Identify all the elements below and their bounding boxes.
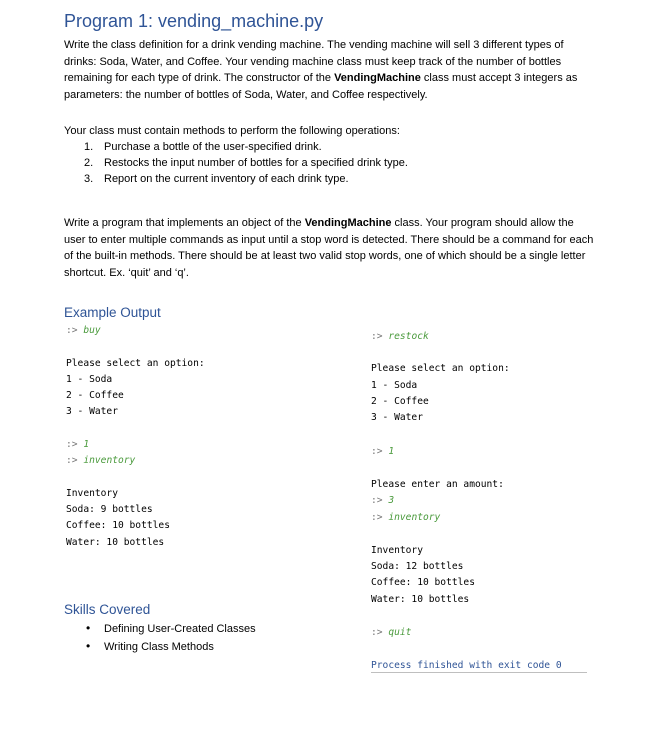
console-output: Please select an option: bbox=[371, 363, 510, 374]
intro-text-cont: class must accept 3 integers as parameters: the number of bottles of Soda, Water, and Coffee respectively. bbox=[64, 72, 578, 101]
user-choice: 1 bbox=[83, 439, 90, 450]
prompt-symbol: :> bbox=[66, 325, 78, 336]
user-command: restock bbox=[388, 331, 429, 342]
list-text: Restocks the input number of bottles for a specified drink type. bbox=[104, 157, 408, 170]
user-command: buy bbox=[83, 325, 101, 336]
example-output-heading: Example Output bbox=[64, 305, 161, 320]
bullet-icon: • bbox=[86, 638, 91, 653]
list-number: 1. bbox=[84, 141, 94, 153]
console-input-line bbox=[66, 455, 135, 466]
console-input-line bbox=[371, 512, 440, 523]
option-line: 2 - Coffee bbox=[371, 396, 429, 407]
skills-list bbox=[86, 620, 256, 655]
list-item bbox=[86, 638, 256, 656]
page-title: Program 1: vending_machine.py bbox=[64, 11, 324, 31]
prompt-symbol: :> bbox=[371, 627, 383, 638]
inventory-line: Coffee: 10 bottles bbox=[371, 577, 475, 588]
list-number: 2. bbox=[84, 157, 94, 170]
list-item bbox=[84, 139, 408, 155]
option-line: 3 - Water bbox=[371, 412, 423, 423]
divider bbox=[371, 672, 587, 673]
console-input-line bbox=[371, 627, 411, 638]
user-amount: 3 bbox=[388, 495, 395, 506]
console-input-line bbox=[371, 331, 429, 342]
user-command: quit bbox=[388, 627, 412, 638]
inventory-line: Water: 10 bottles bbox=[371, 594, 470, 605]
prompt-symbol: :> bbox=[371, 446, 383, 457]
list-item bbox=[86, 620, 256, 638]
prompt-symbol: :> bbox=[371, 512, 383, 523]
program-text: Write a program that implements an object of the bbox=[64, 217, 305, 229]
program-paragraph bbox=[64, 215, 594, 281]
bullet-icon: • bbox=[86, 621, 91, 635]
prompt-symbol: :> bbox=[371, 495, 383, 506]
prompt-symbol: :> bbox=[66, 455, 78, 466]
class-name-bold: VendingMachine bbox=[334, 72, 421, 85]
prompt-symbol: :> bbox=[66, 439, 78, 450]
exit-message: Process finished with exit code 0 bbox=[371, 660, 562, 671]
methods-intro: Your class must contain methods to perform the following operations: bbox=[64, 125, 400, 137]
prompt-symbol: :> bbox=[371, 331, 383, 342]
console-input-line bbox=[371, 446, 394, 457]
inventory-line: Inventory bbox=[371, 545, 423, 556]
program-text-cont: class. Your program should allow the user to enter multiple commands as input until a stop word is detected. There should be a command for each of the built-in methods. There should be at least two valid stop words, one of which should be a single letter shortcut. Ex. ‘quit’ and ‘q’. bbox=[64, 217, 594, 279]
console-output: Please select an option: bbox=[66, 358, 205, 369]
intro-paragraph-1 bbox=[64, 37, 594, 103]
inventory-line: Soda: 9 bottles bbox=[66, 504, 153, 515]
inventory-line: Inventory bbox=[66, 488, 118, 499]
console-input-line bbox=[371, 495, 394, 506]
option-line: 2 - Coffee bbox=[66, 390, 124, 401]
option-line: 1 - Soda bbox=[66, 374, 113, 385]
user-command: inventory bbox=[83, 455, 136, 466]
user-command: inventory bbox=[388, 512, 441, 523]
intro-text: Write the class definition for a drink vending machine. The vending machine will sell 3 different types of drinks: Soda, Water, and Coffee. Your vending machine class must keep track of the number of bottles remaining for each type of drink. The constructor of the bbox=[64, 39, 564, 85]
inventory-line: Soda: 12 bottles bbox=[371, 561, 464, 572]
class-name-bold: VendingMachine bbox=[304, 217, 392, 229]
list-number: 3. bbox=[84, 173, 94, 186]
option-line: 1 - Soda bbox=[371, 380, 418, 391]
list-item bbox=[84, 155, 408, 171]
skills-heading: Skills Covered bbox=[64, 602, 151, 617]
console-input-line bbox=[66, 439, 89, 450]
operations-list bbox=[84, 139, 408, 188]
list-text: Purchase a bottle of the user-specified drink. bbox=[104, 141, 322, 153]
console-output: Please enter an amount: bbox=[371, 479, 504, 490]
skill-text: Defining User-Created Classes bbox=[104, 623, 256, 635]
skill-text: Writing Class Methods bbox=[104, 640, 214, 653]
list-item bbox=[84, 171, 408, 187]
inventory-line: Water: 10 bottles bbox=[66, 537, 165, 548]
inventory-line: Coffee: 10 bottles bbox=[66, 520, 170, 531]
list-text: Report on the current inventory of each drink type. bbox=[104, 173, 349, 186]
user-choice: 1 bbox=[388, 446, 395, 457]
option-line: 3 - Water bbox=[66, 406, 118, 417]
console-input-line bbox=[66, 325, 101, 336]
